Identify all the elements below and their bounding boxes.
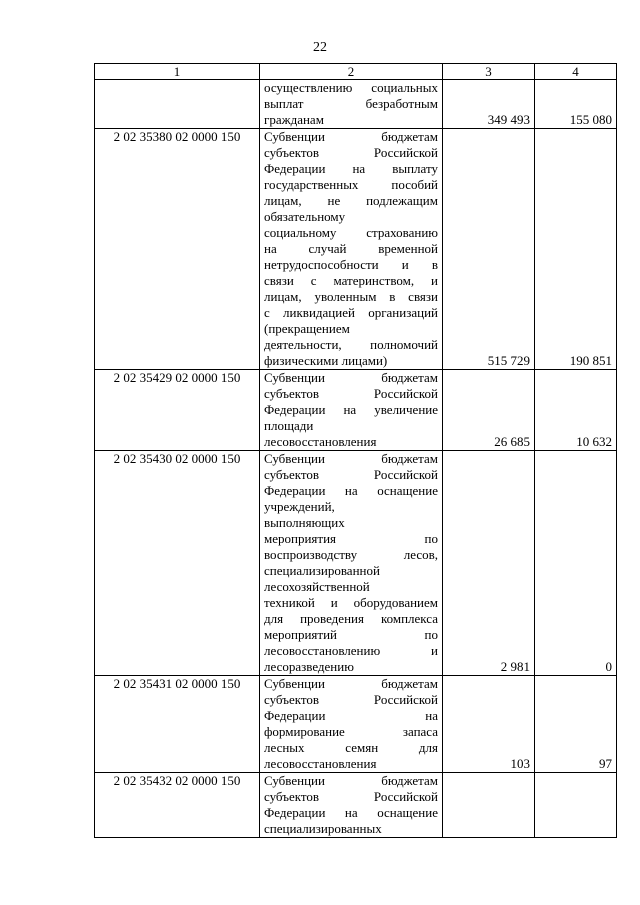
description-line: нетрудоспособности и в (264, 257, 438, 272)
table-row (95, 676, 617, 773)
description-line: (прекращением (264, 321, 350, 336)
amount-col3-cell: 349 493 (443, 80, 535, 129)
description-line: формирование запаса (264, 724, 438, 739)
description-line: Федерации на увеличение (264, 402, 438, 417)
column-header-2: 2 (260, 64, 443, 80)
description-line: специализированных (264, 821, 382, 836)
description-cell (260, 129, 443, 370)
description-line: Федерации на выплату (264, 161, 438, 176)
amount-col4-cell: 155 080 (535, 80, 617, 129)
description-line: Федерации на (264, 708, 438, 723)
description-line: связи с материнством, и (264, 273, 438, 288)
description-line: для проведения комплекса (264, 611, 438, 626)
description-line: Субвенции бюджетам (264, 129, 438, 144)
description-line: государственных пособий (264, 177, 438, 192)
table-row (95, 80, 617, 129)
table-row (95, 370, 617, 451)
description-line: лесовосстановления (264, 756, 377, 771)
amount-col4-cell: 0 (535, 451, 617, 676)
description-line: Субвенции бюджетам (264, 370, 438, 385)
budget-code-cell: 2 02 35431 02 0000 150 (95, 676, 260, 773)
page-number: 22 (313, 40, 327, 55)
description-cell (260, 80, 443, 129)
description-line: выполняющих (264, 515, 345, 530)
amount-col3-cell: 26 685 (443, 370, 535, 451)
description-line: Субвенции бюджетам (264, 676, 438, 691)
description-line: мероприятия по (264, 531, 438, 546)
budget-code-cell: 2 02 35380 02 0000 150 (95, 129, 260, 370)
amount-col3-cell: 2 981 (443, 451, 535, 676)
amount-col4-cell: 190 851 (535, 129, 617, 370)
description-line: лесохозяйственной (264, 579, 370, 594)
budget-code-cell: 2 02 35432 02 0000 150 (95, 773, 260, 838)
description-line: лицам, не подлежащим (264, 193, 438, 208)
description-cell (260, 451, 443, 676)
description-cell (260, 676, 443, 773)
header-row (95, 64, 617, 80)
description-line: деятельности, полномочий (264, 337, 438, 352)
description-line: учреждений, (264, 499, 335, 514)
description-line: физическими лицами) (264, 353, 388, 368)
amount-col4-cell (535, 773, 617, 838)
column-header-3: 3 (443, 64, 535, 80)
budget-table (94, 63, 617, 838)
description-line: обязательному (264, 209, 346, 224)
description-line: выплат безработным (264, 96, 438, 111)
table-row (95, 773, 617, 838)
description-line: субъектов Российской (264, 386, 438, 401)
description-line: гражданам (264, 112, 324, 127)
description-line: осуществлению социальных (264, 80, 438, 95)
amount-col3-cell: 515 729 (443, 129, 535, 370)
description-line: Субвенции бюджетам (264, 773, 438, 788)
amount-col3-cell: 103 (443, 676, 535, 773)
description-line: лесовосстановления (264, 434, 377, 449)
budget-code-cell (95, 80, 260, 129)
description-line: площади (264, 418, 314, 433)
description-line: специализированной (264, 563, 380, 578)
description-line: Федерации на оснащение (264, 805, 438, 820)
description-line: лесовосстановлению и (264, 643, 438, 658)
description-line: Субвенции бюджетам (264, 451, 438, 466)
description-line: лицам, уволенным в связи (264, 289, 438, 304)
description-line: субъектов Российской (264, 789, 438, 804)
description-line: с ликвидацией организаций (264, 305, 438, 320)
description-line: субъектов Российской (264, 692, 438, 707)
description-line: техникой и оборудованием (264, 595, 438, 610)
description-line: воспроизводству лесов, (264, 547, 438, 562)
column-header-4: 4 (535, 64, 617, 80)
description-line: субъектов Российской (264, 145, 438, 160)
description-cell (260, 370, 443, 451)
amount-col4-cell: 97 (535, 676, 617, 773)
column-header-1: 1 (95, 64, 260, 80)
description-line: социальному страхованию (264, 225, 438, 240)
amount-col4-cell: 10 632 (535, 370, 617, 451)
description-line: субъектов Российской (264, 467, 438, 482)
budget-code-cell: 2 02 35429 02 0000 150 (95, 370, 260, 451)
amount-col3-cell (443, 773, 535, 838)
table-row (95, 129, 617, 370)
description-line: мероприятий по (264, 627, 438, 642)
description-line: Федерации на оснащение (264, 483, 438, 498)
description-line: лесных семян для (264, 740, 438, 755)
table-row (95, 451, 617, 676)
description-cell (260, 773, 443, 838)
budget-code-cell: 2 02 35430 02 0000 150 (95, 451, 260, 676)
description-line: на случай временной (264, 241, 438, 256)
description-line: лесоразведению (264, 659, 354, 674)
